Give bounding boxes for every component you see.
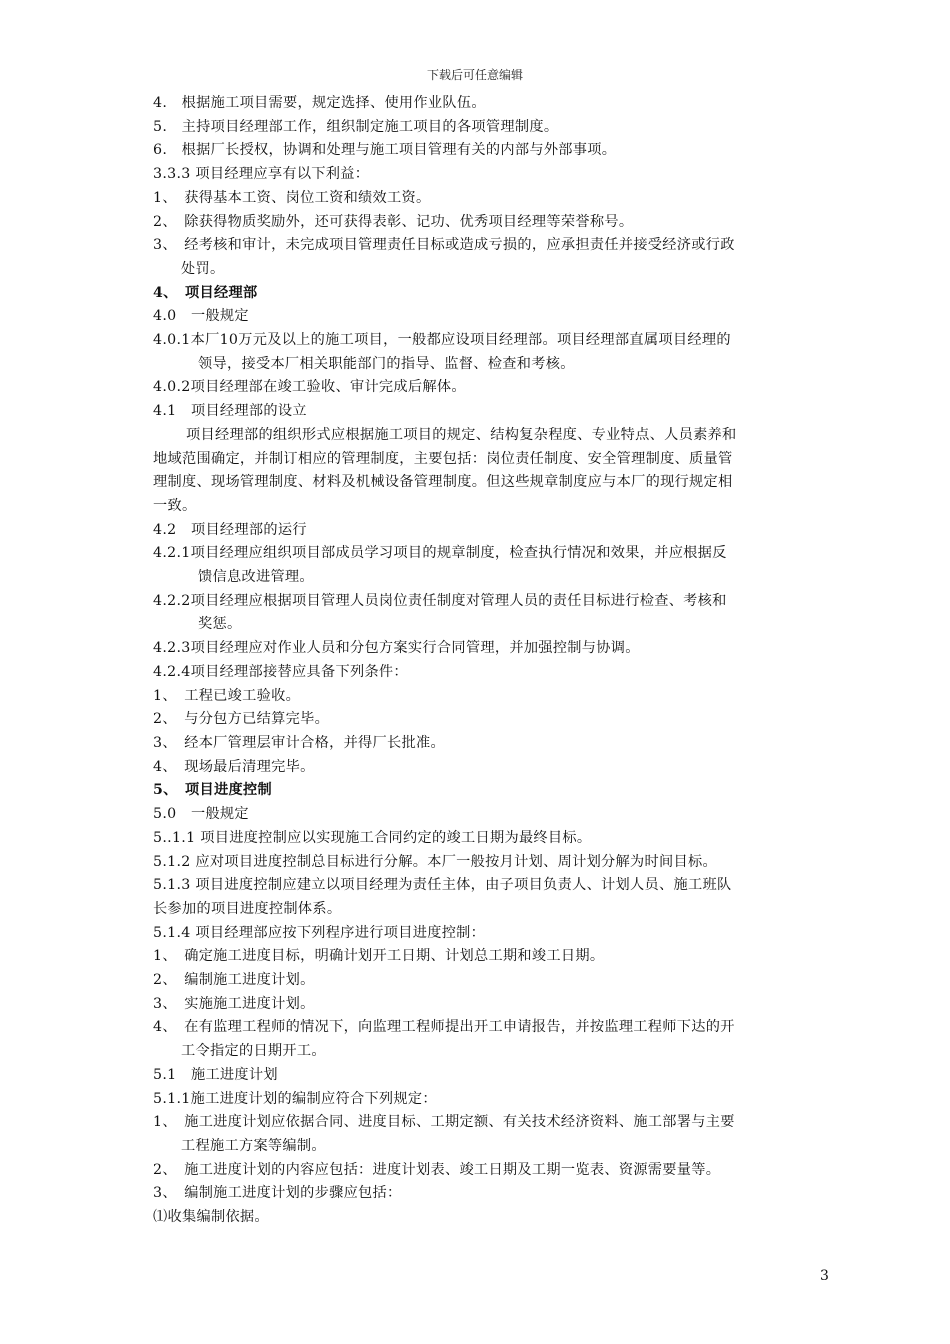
text-line: 奖惩。 [198,616,242,633]
text-line: 馈信息改进管理。 [198,569,314,586]
text-line: 一致。 [153,497,197,514]
text-line: 4.2.3项目经理应对作业人员和分包方案实行合同管理，并加强控制与协调。 [153,640,640,657]
text-line: 2、 与分包方已结算完毕。 [153,711,330,728]
text-line: 4、 现场最后清理完毕。 [153,758,315,775]
text-line: 理制度、现场管理制度、材料及机械设备管理制度。但这些规章制度应与本厂的现行规定相 [153,474,733,491]
text-line: 4.2.2项目经理应根据项目管理人员岗位责任制度对管理人员的责任目标进行检查、考核和 [153,592,727,609]
text-line: 处罚。 [181,260,225,277]
text-line: 工令指定的日期开工。 [181,1043,326,1060]
text-line: 1、 确定施工进度目标，明确计划开工日期、计划总工期和竣工日期。 [153,948,605,965]
text-line: 5..1.1 项目进度控制应以实现施工合同约定的竣工日期为最终目标。 [153,829,592,846]
text-line: 5.1.2 应对项目进度控制总目标进行分解。本厂一般按月计划、周计划分解为时间目标。 [153,853,717,870]
text-line: 领导，接受本厂相关职能部门的指导、监督、检查和考核。 [198,355,575,372]
text-line: 5.1.3 项目进度控制应建立以项目经理为责任主体，由子项目负责人、计划人员、施工班队 [153,877,732,894]
text-line: 2、 除获得物质奖励外，还可获得表彰、记功、优秀项目经理等荣誉称号。 [153,213,634,230]
text-line: 3、 编制施工进度计划的步骤应包括： [153,1185,402,1202]
text-line: 4、 在有监理工程师的情况下，向监理工程师提出开工申请报告，并按监理工程师下达的开 [153,1019,735,1036]
text-line: 1、 工程已竣工验收。 [153,687,301,704]
text-line: 4.0 一般规定 [153,308,249,325]
section-heading: 4、 项目经理部 [153,284,258,301]
text-line: 1、 施工进度计划应依据合同、进度目标、工期定额、有关技术经济资料、施工部署与主要 [153,1114,735,1131]
text-line: 5.1.4 项目经理部应按下列程序进行项目进度控制： [153,924,486,941]
text-line: 4.2 项目经理部的运行 [153,521,307,538]
section-heading: 5、 项目进度控制 [153,782,272,799]
page-header: 下载后可任意编辑 [426,68,523,82]
text-line: ⑴收集编制依据。 [153,1209,269,1226]
text-line: 3、 经考核和审计，未完成项目管理责任目标或造成亏损的，应承担责任并接受经济或行政 [153,237,735,254]
text-line: 2、 编制施工进度计划。 [153,972,315,989]
text-line: 5.1.1施工进度计划的编制应符合下列规定： [153,1090,437,1107]
text-line: 4. 根据施工项目需要，规定选择、使用作业队伍。 [153,95,486,111]
text-line: 项目经理部的组织形式应根据施工项目的规定、结构复杂程度、专业特点、人员素养和 [186,426,737,443]
text-line: 4.0.2项目经理部在竣工验收、审计完成后解体。 [153,379,466,396]
text-line: 5. 主持项目经理部工作，组织制定施工项目的各项管理制度。 [153,118,559,135]
text-line: 3.3.3 项目经理应享有以下利益： [153,166,370,183]
page-number: 3 [820,1268,829,1284]
text-line: 5.0 一般规定 [153,806,249,823]
document-body [153,92,835,1230]
text-line: 4.1 项目经理部的设立 [153,403,307,420]
text-line: 长参加的项目进度控制体系。 [153,900,342,917]
text-line: 地域范围确定，并制订相应的管理制度，主要包括：岗位责任制度、安全管理制度、质量管 [153,450,733,467]
text-line: 工程施工方案等编制。 [181,1137,326,1154]
text-line: 3、 经本厂管理层审计合格，并得厂长批准。 [153,734,445,751]
text-line: 6. 根据厂长授权，协调和处理与施工项目管理有关的内部与外部事项。 [153,142,617,159]
text-line: 2、 施工进度计划的内容应包括：进度计划表、竣工日期及工期一览表、资源需要量等。 [153,1161,721,1178]
text-line: 4.2.1项目经理应组织项目部成员学习项目的规章制度，检查执行情况和效果，并应根据反 [153,545,727,562]
text-line: 4.2.4项目经理部接替应具备下列条件： [153,663,408,680]
text-line: 1、 获得基本工资、岗位工资和绩效工资。 [153,189,431,206]
text-line: 3、 实施施工进度计划。 [153,995,315,1012]
text-line: 5.1 施工进度计划 [153,1066,278,1083]
text-line: 4.0.1本厂10万元及以上的施工项目，一般都应设项目经理部。项目经理部直属项目经理的 [153,332,731,349]
